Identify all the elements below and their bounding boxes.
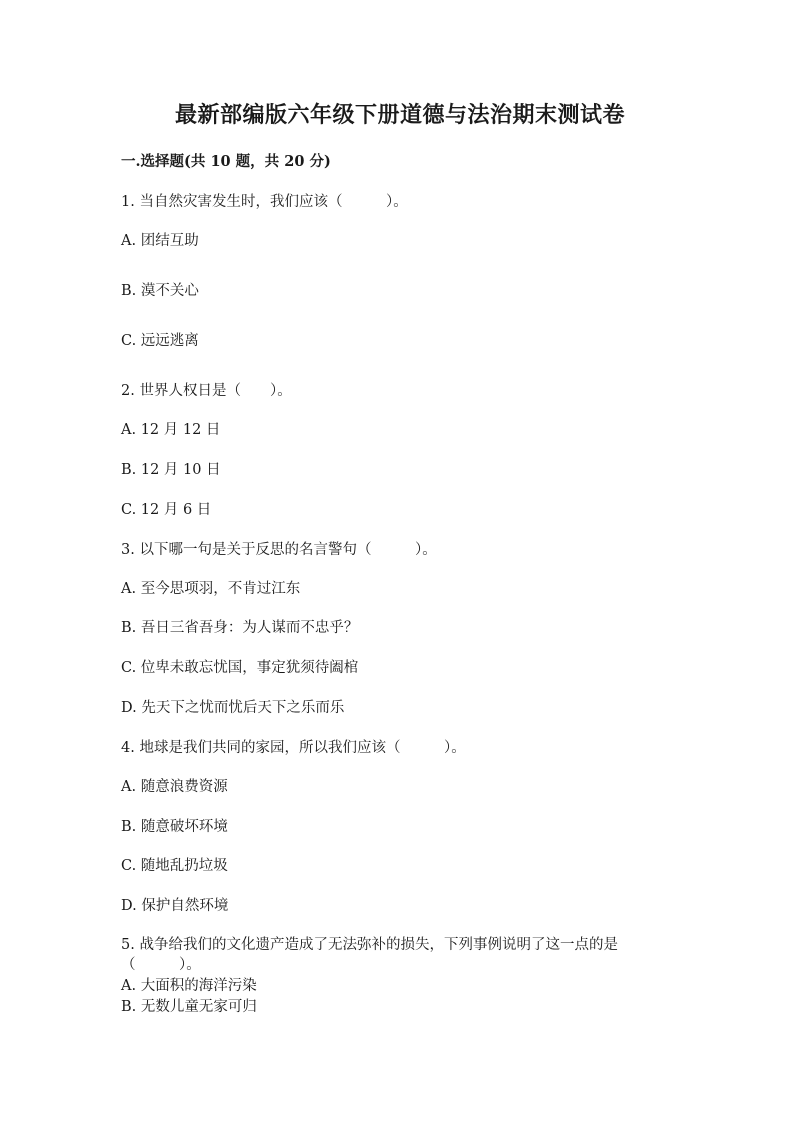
question-4-stem: 4. 地球是我们共同的家园，所以我们应该（ ）。 bbox=[121, 740, 466, 756]
question-2-stem: 2. 世界人权日是（ ）。 bbox=[121, 383, 292, 399]
question-3-stem: 3. 以下哪一句是关于反思的名言警句（ ）。 bbox=[121, 542, 437, 558]
question-3-option-d[interactable]: D. 先天下之忧而忧后天下之乐而乐 bbox=[121, 700, 345, 716]
question-1-option-a[interactable]: A. 团结互助 bbox=[121, 233, 199, 249]
question-1-option-c[interactable]: C. 远远逃离 bbox=[121, 333, 199, 349]
question-5-stem-line-2: （ ）。 bbox=[121, 957, 201, 973]
question-3-option-c[interactable]: C. 位卑未敢忘忧国，事定犹须待阖棺 bbox=[121, 660, 359, 676]
question-5-option-b[interactable]: B. 无数儿童无家可归 bbox=[121, 999, 257, 1015]
question-4-option-d[interactable]: D. 保护自然环境 bbox=[121, 898, 229, 914]
question-2-option-b[interactable]: B. 12 月 10 日 bbox=[121, 462, 221, 478]
question-4-option-b[interactable]: B. 随意破坏环境 bbox=[121, 819, 228, 835]
question-2-option-c[interactable]: C. 12 月 6 日 bbox=[121, 502, 212, 518]
question-2-option-a[interactable]: A. 12 月 12 日 bbox=[121, 422, 221, 438]
question-3-option-b[interactable]: B. 吾日三省吾身：为人谋而不忠乎？ bbox=[121, 620, 359, 636]
page-title: 最新部编版六年级下册道德与法治期末测试卷 bbox=[174, 102, 625, 128]
question-4-option-a[interactable]: A. 随意浪费资源 bbox=[121, 779, 228, 795]
question-1-stem: 1. 当自然灾害发生时，我们应该（ ）。 bbox=[121, 194, 408, 210]
section-heading: 一.选择题(共 10 题，共 20 分) bbox=[121, 153, 331, 170]
question-3-option-a[interactable]: A. 至今思项羽，不肯过江东 bbox=[121, 581, 301, 597]
question-1-option-b[interactable]: B. 漠不关心 bbox=[121, 283, 199, 299]
question-5-option-a[interactable]: A. 大面积的海洋污染 bbox=[121, 978, 257, 994]
question-5-stem-line-1: 5. 战争给我们的文化遗产造成了无法弥补的损失，下列事例说明了这一点的是 bbox=[121, 937, 618, 953]
question-4-option-c[interactable]: C. 随地乱扔垃圾 bbox=[121, 858, 228, 874]
